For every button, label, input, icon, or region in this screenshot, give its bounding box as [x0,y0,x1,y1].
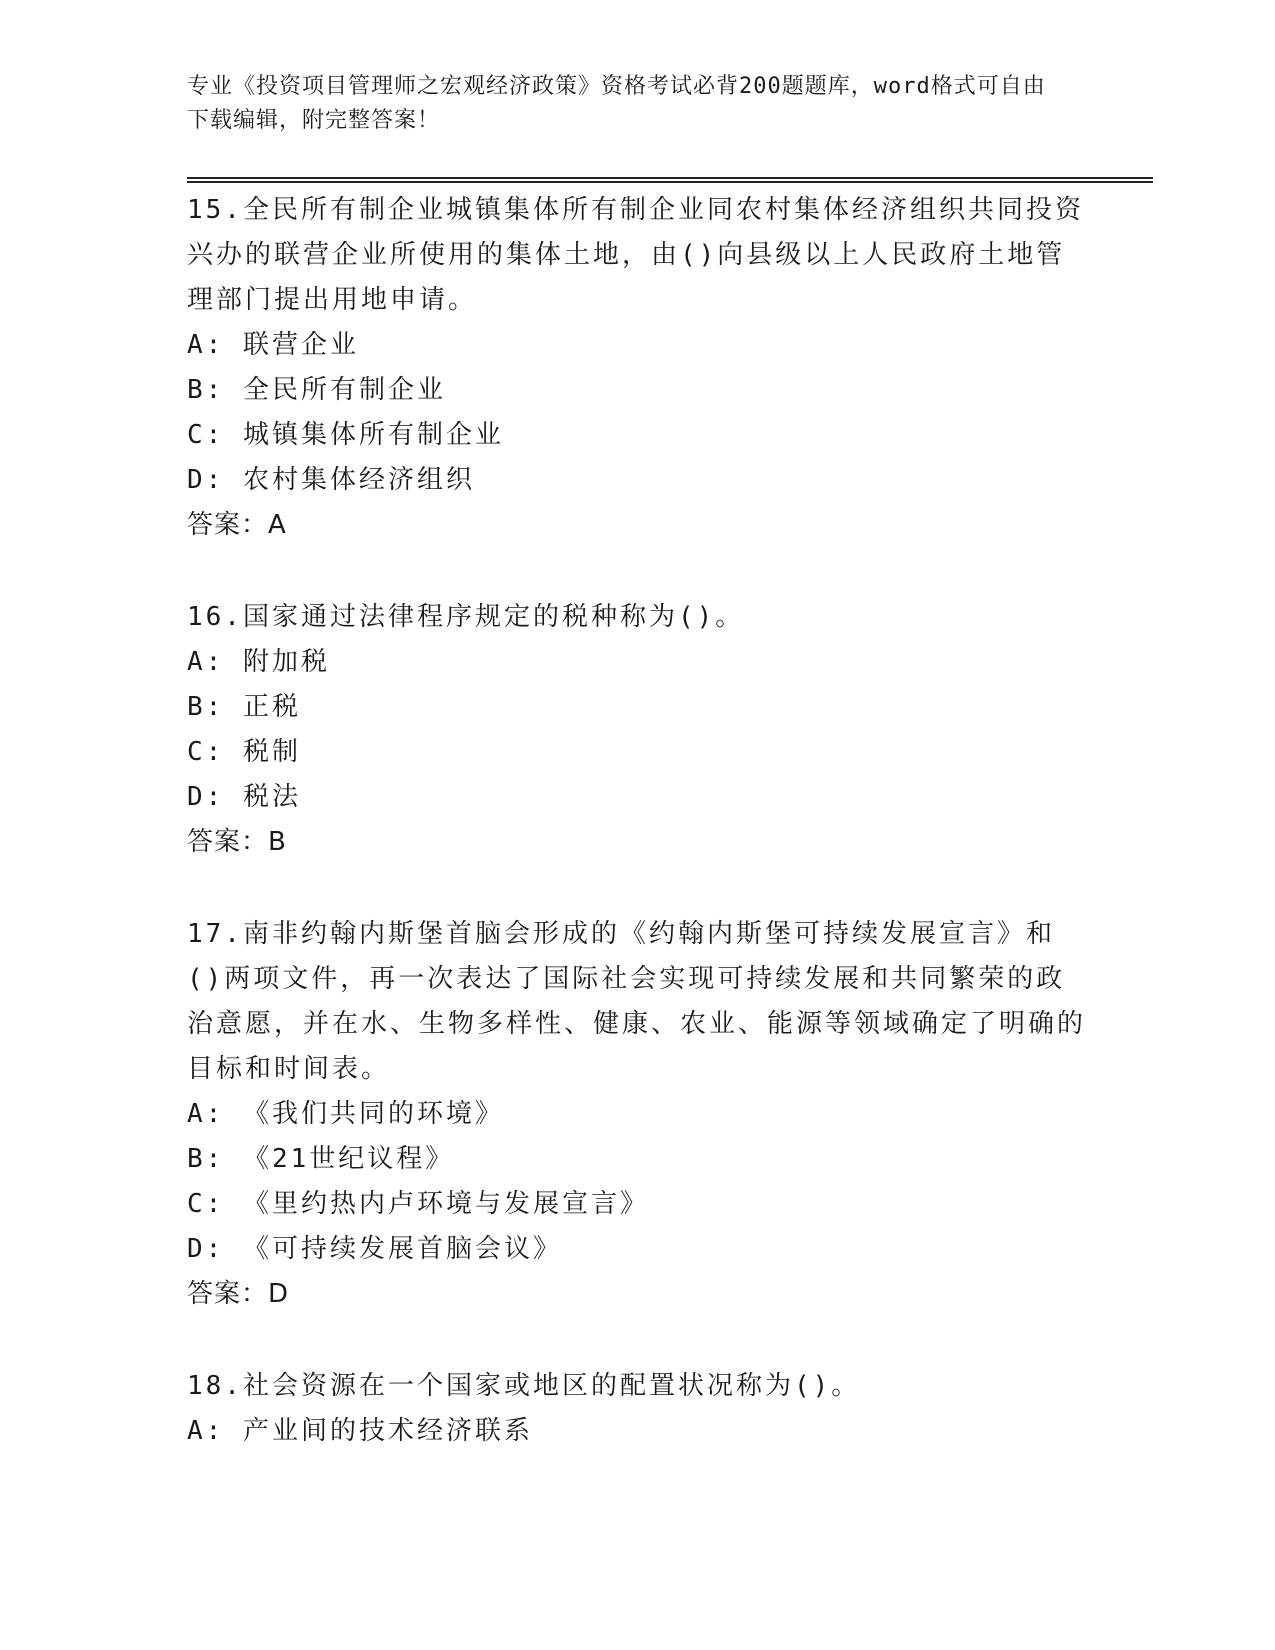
answer-line: 答案：A [187,510,287,540]
question-stem: 15.全民所有制企业城镇集体所有制企业同农村集体经济组织共同投资兴办的联营企业所使用的集体土地，由()向县级以上人民政府土地管理部门提出用地申请。 [187,195,1084,315]
option-a: A: 附加税 [187,647,330,677]
option-d: D: 农村集体经济组织 [187,465,475,495]
option-c: C: 《里约热内卢环境与发展宣言》 [187,1189,649,1219]
option-d: D: 税法 [187,782,301,812]
question-stem: 17.南非约翰内斯堡首脑会形成的《约翰内斯堡可持续发展宣言》和()两项文件，再一次表达了国际社会实现可持续发展和共同繁荣的政治意愿，并在水、生物多样性、健康、农业、能源等领域确定了明确的目标和时间表。 [187,919,1087,1084]
option-c: C: 税制 [187,737,301,767]
option-b: B: 全民所有制企业 [187,375,446,405]
option-d: D: 《可持续发展首脑会议》 [187,1234,562,1264]
question-block-16 [187,595,1087,865]
document-header: 专业《投资项目管理师之宏观经济政策》资格考试必背200题题库，word格式可自由下载编辑，附完整答案！ [187,74,1046,133]
question-stem: 18.社会资源在一个国家或地区的配置状况称为()。 [187,1371,861,1401]
option-a: A: 联营企业 [187,330,359,360]
option-c: C: 城镇集体所有制企业 [187,420,504,450]
answer-line: 答案：B [187,827,287,857]
header-divider-top [187,177,1153,179]
option-a: A: 产业间的技术经济联系 [187,1416,533,1446]
question-list [187,188,1087,1454]
question-block-18 [187,1364,1087,1454]
question-block-15 [187,188,1087,548]
question-block-17 [187,912,1087,1317]
answer-line: 答案：D [187,1279,290,1309]
option-b: B: 正税 [187,692,301,722]
header-divider-bottom [187,181,1153,183]
option-a: A: 《我们共同的环境》 [187,1099,504,1129]
question-stem: 16.国家通过法律程序规定的税种称为()。 [187,602,745,632]
option-b: B: 《21世纪议程》 [187,1144,455,1174]
